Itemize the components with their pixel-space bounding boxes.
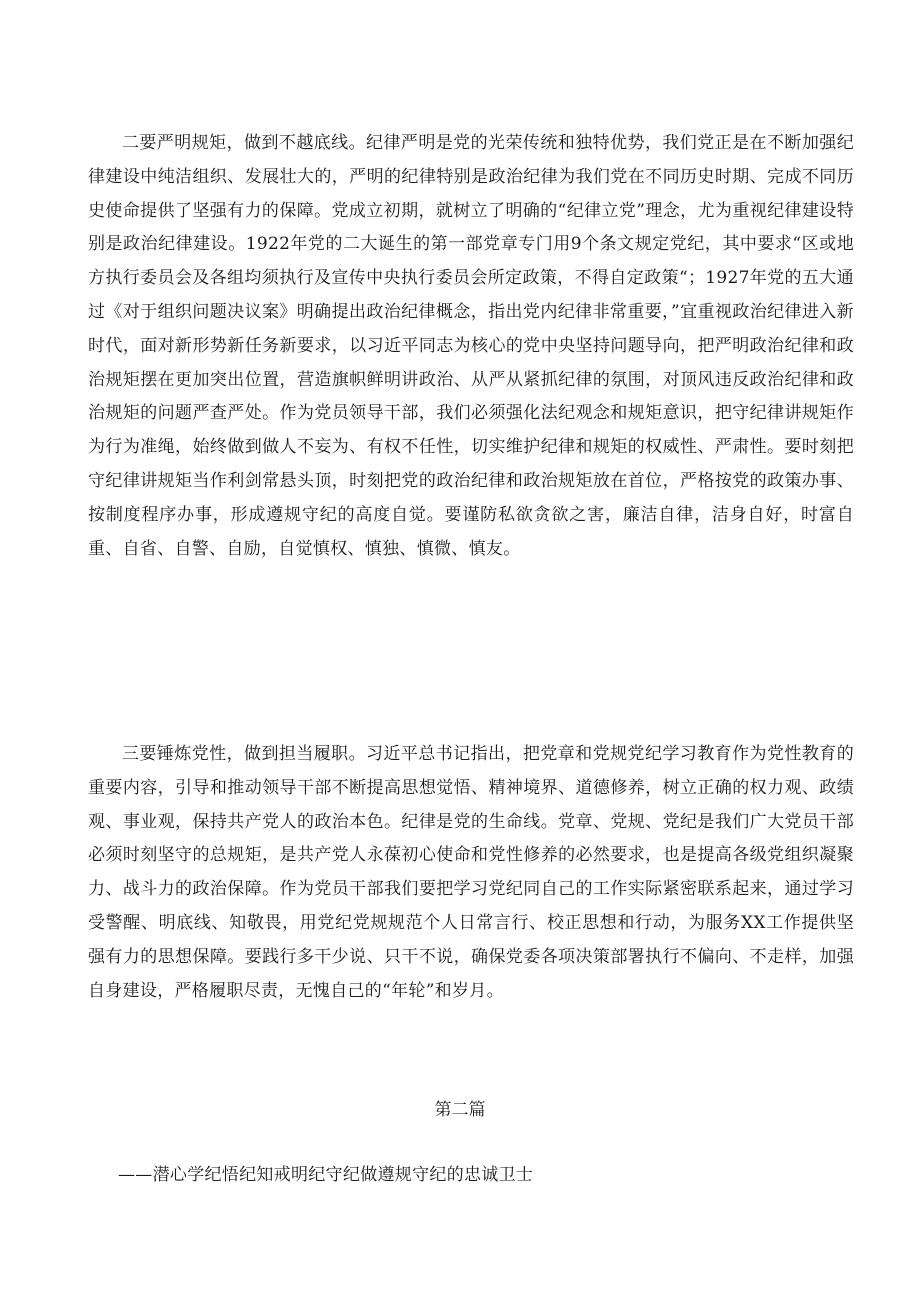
section-heading: 第二篇 bbox=[434, 1100, 486, 1120]
body-paragraph: 三要锤炼党性，做到担当履职。习近平总书记指出，把党章和党规党纪学习教育作为党性教育的重要内容，引导和推动领导干部不断提高思想觉悟、精神境界、道德修养，树立正确的权力观、政绩观、事业观，保持共产党人的政治本色。纪律是党的生命线。党章、党规、党纪是我们广大党员干部必须时刻坚守的总规矩，是共产党人永葆初心使命和党性修养的必然要求，也是提高各级党组织凝聚力、战斗力的政治保障。作为党员干部我们要把学习党纪同自己的工作实际紧密联系起来，通过学习受警醒、明底线、知敬畏，用党纪党规规范个人日常言行、校正思想和行动，为服务XX工作提供坚强有力的思想保障。要践行多干少说、只干不说，确保党委各项决策部署执行不偏向、不走样，加强自身建设，严格履职尽责，无愧自己的“年轮”和岁月。 bbox=[88, 744, 854, 1001]
body-paragraph: 二要严明规矩，做到不越底线。纪律严明是党的光荣传统和独特优势，我们党正是在不断加强纪律建设中纯洁组织、发展壮大的，严明的纪律特别是政治纪律为我们党在不同历史时期、完成不同历史使命提供了坚强有力的保障。党成立初期，就树立了明确的“纪律立党”理念，尤为重视纪律建设特别是政治纪律建设。1922年党的二大诞生的第一部党章专门用9个条文规定党纪，其中要求“区或地方执行委员会及各组均须执行及宣传中央执行委员会所定政策，不得自定政策“；1927年党的五大通过《对于组织问题决议案》明确提出政治纪律概念，指出党内纪律非常重要，”宜重视政治纪律进入新时代，面对新形势新任务新要求，以习近平同志为核心的党中央坚持问题导向，把严明政治纪律和政治规矩摆在更加突出位置，营造旗帜鲜明讲政治、从严从紧抓纪律的氛围，对顶风违反政治纪律和政治规矩的问题严查严处。作为党员领导干部，我们必须强化法纪观念和规矩意识，把守纪律讲规矩作为行为准绳，始终做到做人不妄为、有权不任性，切实维护纪律和规矩的权威性、严肃性。要时刻把守纪律讲规矩当作利剑常悬头顶，时刻把党的政治纪律和政治规矩放在首位，严格按党的政策办事、按制度程序办事，形成遵规守纪的高度自觉。要谨防私欲贪欲之害，廉洁自律，洁身自好，时富自重、自省、自警、自励，自觉慎权、慎独、慎微、慎友。 bbox=[88, 133, 854, 559]
section-subtitle: ——潜心学纪悟纪知戒明纪守纪做遵规守纪的忠诚卫士 bbox=[118, 1165, 534, 1185]
